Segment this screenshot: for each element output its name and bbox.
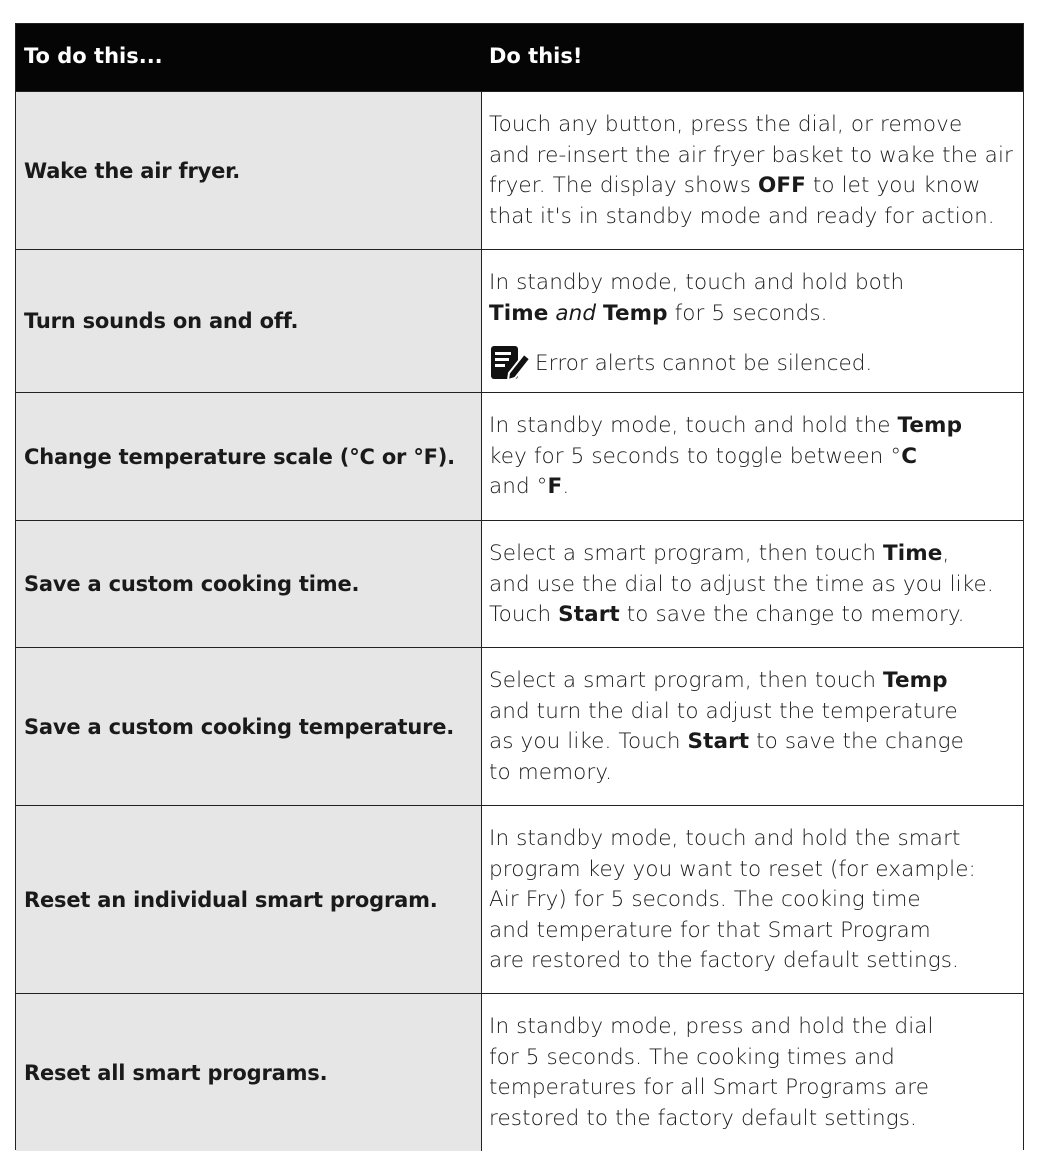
instruction-text: Select a smart program, then touch Time, and use the dial to adjust the time as you like. Touch Start to save the change to memory. bbox=[489, 541, 994, 628]
note-text: Error alerts cannot be silenced. bbox=[535, 350, 873, 376]
instruction-cell bbox=[482, 521, 1023, 647]
action-label: Save a custom cooking time. bbox=[24, 572, 360, 596]
action-label: Turn sounds on and off. bbox=[24, 309, 299, 333]
note bbox=[489, 345, 872, 381]
action-cell bbox=[16, 994, 482, 1151]
action-cell bbox=[16, 250, 482, 392]
instruction-text: In standby mode, touch and hold the smart program key you want to reset (for example: Air Fry) for 5 seconds. The cooking time and temperature for that Smart Program are restored to the factory default settings. bbox=[489, 826, 976, 974]
instruction-text: In standby mode, press and hold the dial for 5 seconds. The cooking times and temperatures for all Smart Programs are restored to the factory default settings. bbox=[489, 1014, 934, 1131]
action-label: Reset all smart programs. bbox=[24, 1060, 328, 1085]
instruction-text: Select a smart program, then touch Temp and turn the dial to adjust the temperature as you like. Touch Start to save the change to memory. bbox=[489, 668, 964, 785]
action-cell bbox=[16, 806, 482, 993]
header-col-instruction: Do this! bbox=[489, 44, 583, 68]
instruction-cell bbox=[482, 648, 1023, 805]
table-row bbox=[16, 993, 1023, 1151]
instruction-cell bbox=[482, 393, 1023, 520]
table-row bbox=[16, 647, 1023, 805]
action-label: Reset an individual smart program. bbox=[24, 887, 438, 912]
instruction-cell bbox=[482, 994, 1023, 1151]
instructions-table bbox=[15, 23, 1024, 1150]
action-cell bbox=[16, 393, 482, 520]
action-cell bbox=[16, 92, 482, 249]
table-header bbox=[16, 24, 1023, 91]
table-row bbox=[16, 91, 1023, 249]
instruction-cell bbox=[482, 806, 1023, 993]
instruction-cell bbox=[482, 250, 1023, 392]
action-label: Wake the air fryer. bbox=[24, 158, 241, 183]
instruction-text: Touch any button, press the dial, or remove and re-insert the air fryer basket to wake the air fryer. The display shows OFF to let you know that it's in standby mode and ready for action. bbox=[489, 112, 1013, 229]
table-row bbox=[16, 392, 1023, 520]
note-pencil-icon bbox=[489, 344, 531, 382]
table-row bbox=[16, 520, 1023, 647]
instruction-text: In standby mode, touch and hold the Temp key for 5 seconds to toggle between °C and °F. bbox=[489, 413, 963, 500]
table-row bbox=[16, 805, 1023, 993]
instruction-text: In standby mode, touch and hold both Time and Temp for 5 seconds. bbox=[489, 270, 905, 326]
table-row bbox=[16, 249, 1023, 392]
action-cell bbox=[16, 521, 482, 647]
action-cell bbox=[16, 648, 482, 805]
action-label: Save a custom cooking temperature. bbox=[24, 714, 455, 739]
instruction-cell bbox=[482, 92, 1023, 249]
header-col-action: To do this... bbox=[24, 44, 163, 68]
action-label: Change temperature scale (°C or °F). bbox=[24, 444, 455, 469]
